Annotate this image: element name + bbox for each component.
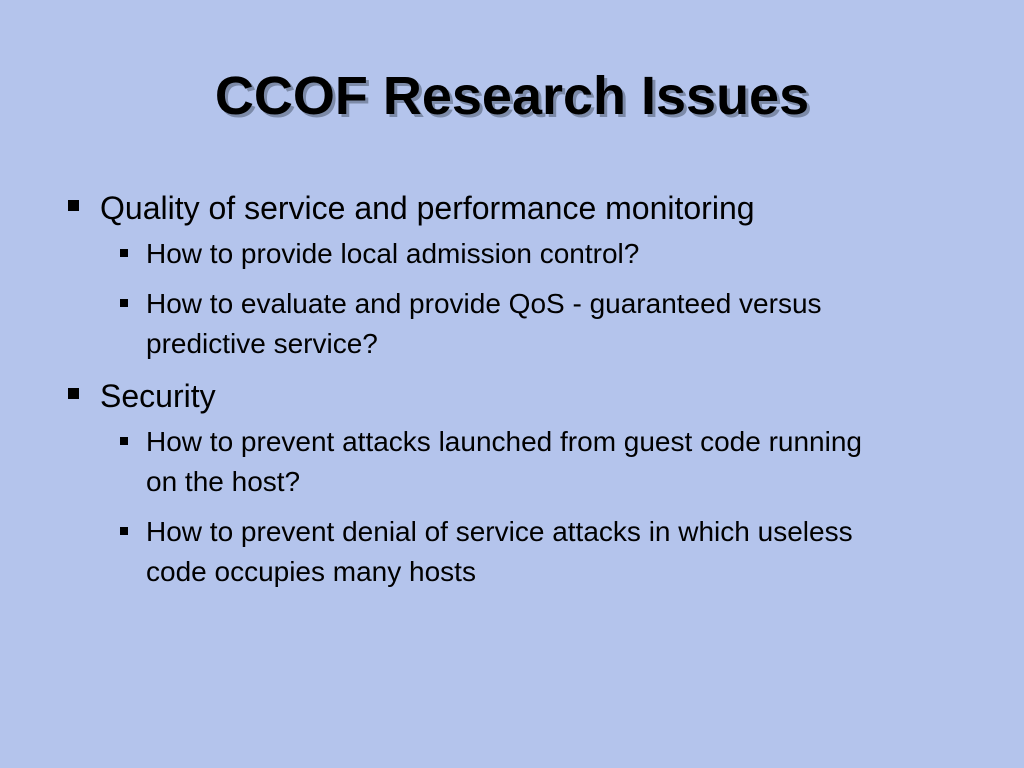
sub-bullet-text: How to evaluate and provide QoS - guaranteed versus predictive service? <box>146 288 822 359</box>
square-bullet-icon <box>120 437 128 445</box>
sub-bullet-text: How to provide local admission control? <box>146 238 640 269</box>
sub-bullet-list <box>108 234 982 364</box>
sub-bullet-list <box>108 422 982 592</box>
square-bullet-icon <box>68 200 79 211</box>
bullet-text: Security <box>100 378 216 414</box>
bullet-item-security <box>62 374 982 592</box>
square-bullet-icon <box>120 249 128 257</box>
square-bullet-icon <box>120 527 128 535</box>
bullet-list <box>62 186 982 592</box>
sub-bullet-item <box>108 422 886 502</box>
slide-body <box>62 186 982 602</box>
slide-title: CCOF Research Issues <box>214 66 810 126</box>
sub-bullet-item <box>108 234 886 274</box>
sub-bullet-item <box>108 512 886 592</box>
square-bullet-icon <box>120 299 128 307</box>
sub-bullet-item <box>108 284 886 364</box>
bullet-text: Quality of service and performance monitoring <box>100 190 755 226</box>
sub-bullet-text: How to prevent attacks launched from guest code running on the host? <box>146 426 862 497</box>
square-bullet-icon <box>68 388 79 399</box>
bullet-item-qos <box>62 186 982 364</box>
sub-bullet-text: How to prevent denial of service attacks in which useless code occupies many hosts <box>146 516 853 587</box>
